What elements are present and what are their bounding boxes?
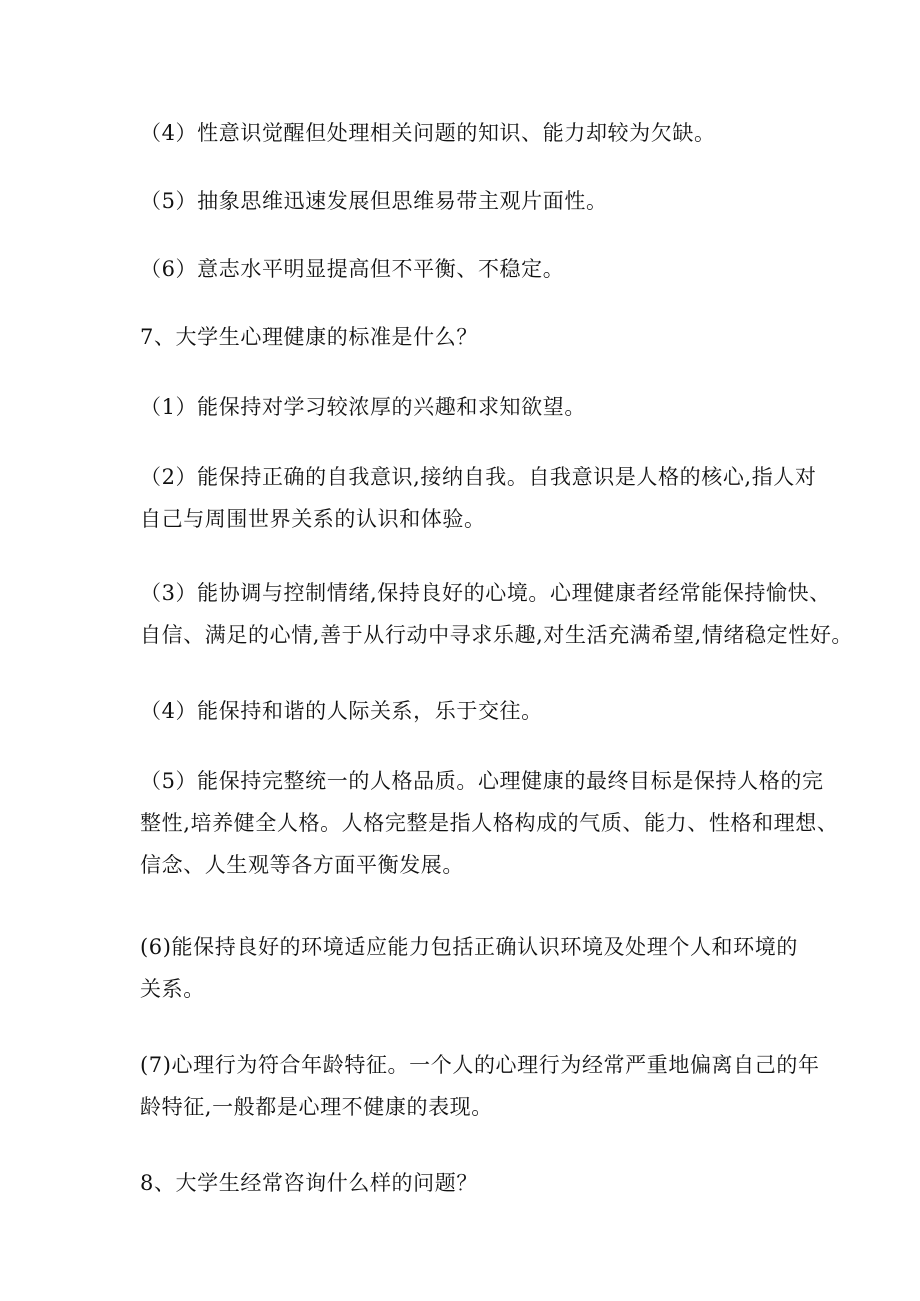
paragraph-standard-5 (140, 760, 838, 886)
section-heading-7 (140, 316, 478, 358)
paragraph-line: 龄特征,一般都是心理不健康的表现。 (140, 1095, 493, 1119)
heading-line: 7、大学生心理健康的标准是什么？ (140, 325, 478, 349)
paragraph-item-6-will-level (140, 248, 564, 290)
paragraph-line: 关系。 (140, 977, 205, 1001)
paragraph-line: （1）能保持对学习较浓厚的兴趣和求知欲望。 (140, 395, 586, 419)
paragraph-line: （6）意志水平明显提高但不平衡、不稳定。 (140, 257, 565, 281)
paragraph-standard-4 (140, 690, 543, 732)
paragraph-line: (6)能保持良好的环境适应能力包括正确认识环境及处理个人和环境的 (140, 935, 798, 959)
paragraph-line: （4）能保持和谐的人际关系，乐于交往。 (140, 699, 543, 723)
paragraph-line: （2）能保持正确的自我意识,接纳自我。自我意识是人格的核心,指人对 (140, 465, 817, 489)
paragraph-standard-1 (140, 386, 586, 428)
section-heading-8 (140, 1162, 478, 1204)
paragraph-standard-2 (140, 456, 817, 540)
paragraph-line: （5）能保持完整统一的人格品质。心理健康的最终目标是保持人格的完 (140, 769, 824, 793)
paragraph-item-5-abstract-thinking (140, 180, 608, 222)
paragraph-standard-7 (140, 1044, 820, 1128)
paragraph-line: （4）性意识觉醒但处理相关问题的知识、能力却较为欠缺。 (140, 121, 716, 145)
paragraph-standard-3 (140, 572, 853, 656)
paragraph-line: （3）能协调与控制情绪,保持良好的心境。心理健康者经常能保持愉快、 (140, 581, 831, 605)
paragraph-item-4-sexual-awareness (140, 112, 716, 154)
heading-line: 8、大学生经常咨询什么样的问题？ (140, 1171, 478, 1195)
paragraph-line: 自己与周围世界关系的认识和体验。 (140, 507, 486, 531)
paragraph-line: 信念、人生观等各方面平衡发展。 (140, 853, 464, 877)
paragraph-line: 自信、满足的心情,善于从行动中寻求乐趣,对生活充满希望,情绪稳定性好。 (140, 623, 854, 647)
paragraph-line: 整性,培养健全人格。人格完整是指人格构成的气质、能力、性格和理想、 (140, 811, 839, 835)
paragraph-standard-6 (140, 926, 798, 1010)
paragraph-line: （5）抽象思维迅速发展但思维易带主观片面性。 (140, 189, 608, 213)
paragraph-line: (7)心理行为符合年龄特征。一个人的心理行为经常严重地偏离自己的年 (140, 1053, 820, 1077)
